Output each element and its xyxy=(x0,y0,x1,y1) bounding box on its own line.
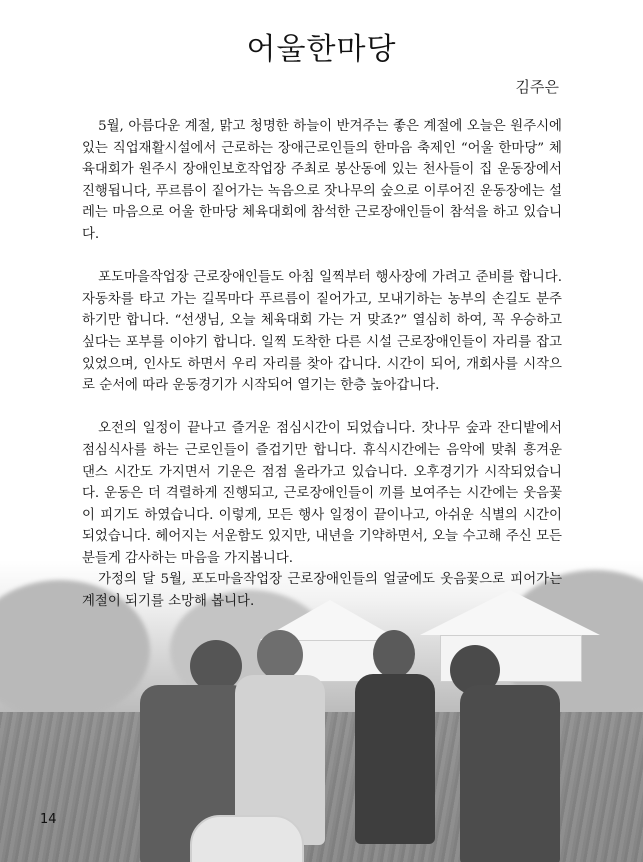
paragraph: 오전의 일정이 끝나고 즐거운 점심시간이 되었습니다. 잣나무 숲과 잔디밭에서 점심식사를 하는 근로인들이 즐겁기만 합니다. 휴식시간에는 음악에 맞춰 흥겨운 댄스 시간도 가지면서 기운은 점점 올라가고 있습니다. 오후경기가 시작되었습니다. 운동은 더 격렬하게 진행되고, 근로장애인들이 끼를 보여주는 시간에는 웃음꽃이 피기도 하였습니다. 이렇게, 모든 행사 일정이 끝이나고, 아쉬운 식별의 시간이 되었습니다. 헤어지는 서운함도 있지만, 내년을 기약하면서, 오늘 수고해 주신 모든 분들게 감사하는 마음을 가지봅니다. xyxy=(82,421,562,566)
participant-head xyxy=(373,630,415,678)
paragraph: 포도마을작업장 근로장애인들도 아침 일찍부터 행사장에 가려고 준비를 합니다. 자동차를 타고 가는 길목마다 푸르름이 짙어가고, 모내기하는 농부의 손길도 분주하기만 합니다. “선생님, 오늘 체육대회 가는 거 맞죠?” 열심히 하여, 꼭 우승하고 싶다는 포부를 이야기 합니다. 일찍 도착한 다른 시설 근로장애인들이 자리를 잡고 있었으며, 인사도 하면서 우리 자리를 찾아 갑니다. 시간이 되어, 개회사를 시작으로 순서에 따라 운동경기가 시작되어 열기는 한층 높아갑니다. xyxy=(82,270,562,394)
paragraph: 5월, 아름다운 계절, 맑고 청명한 하늘이 반겨주는 좋은 계절에 오늘은 원주시에있는 직업재활시설에서 근로하는 장애근로인들의 한마음 축제인 “어울 한마당” 체육대회가 원주시 장애인보호작업장 주최로 봉산동에 있는 천사들이 집 운동장에서 진행됩니다, 푸르름이 짙어가는 녹음으로 잣나무의 숲으로 이루어진 운동장에는 설레는 마음으로 어울 한마당 체육대회에 참석한 근로장애인들이 참석을 하고 있습니다. xyxy=(82,119,562,242)
participant-head xyxy=(257,630,303,680)
article-title: 어울한마당 xyxy=(246,32,397,67)
page-number: 14 xyxy=(40,812,57,827)
participant-body xyxy=(355,674,435,844)
article-body xyxy=(82,116,562,634)
paragraph: 가정의 달 5월, 포도마을작업장 근로장애인들의 얼굴에도 웃음꽃으로 피어가는 계절이 되기를 소망해 봅니다. xyxy=(82,572,562,610)
article-author: 김주은 xyxy=(515,78,559,96)
plastic-chair xyxy=(190,815,304,862)
participant-body xyxy=(460,685,560,862)
